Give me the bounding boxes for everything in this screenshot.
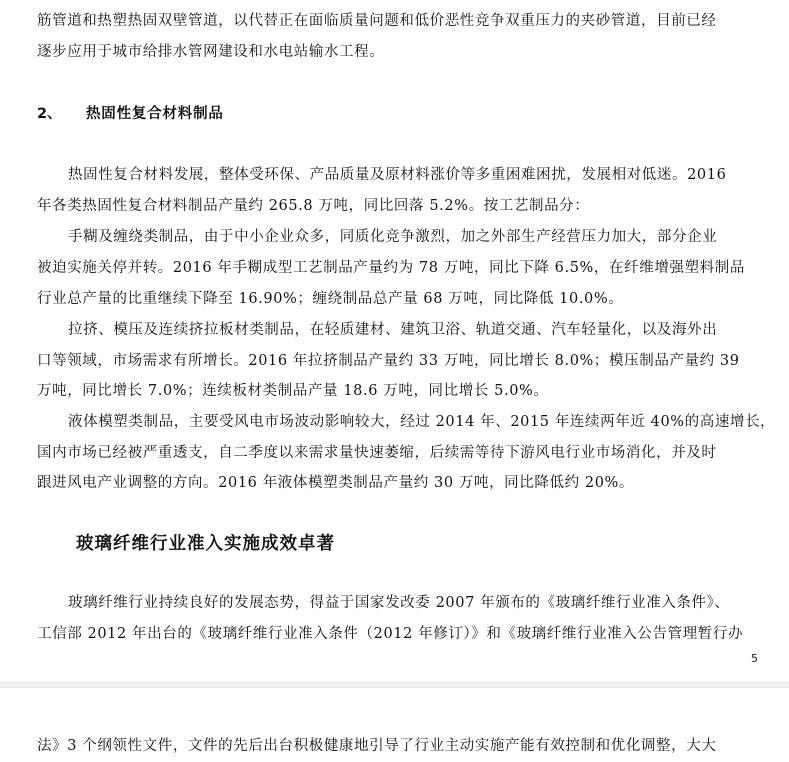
body-text-line: 行业总产量的比重继续下降至 16.90%；缠绕制品总产量 68 万吨，同比降低 10.0%。 bbox=[37, 291, 624, 307]
body-text-line: 液体模塑类制品，主要受风电市场波动影响较大，经过 2014 年、2015 年连续两年近 40%的高速增长， bbox=[68, 414, 776, 430]
body-text-line: 万吨，同比增长 7.0%；连续板材类制品产量 18.6 万吨，同比增长 5.0%。 bbox=[37, 383, 549, 399]
body-text-line: 法》3 个纲领性文件，文件的先后出台积极健康地引导了行业主动实施产能有效控制和优化调整，大大 bbox=[37, 738, 717, 754]
body-text-line: 国内市场已经被严重透支，自二季度以来需求量快速萎缩，后续需等待下游风电行业市场消化，并及时 bbox=[37, 445, 717, 461]
subheading-title: 热固性复合材料制品 bbox=[86, 106, 224, 122]
body-text-line: 手糊及缠绕类制品，由于中小企业众多，同质化竞争激烈，加之外部生产经营压力加大，部分企业 bbox=[68, 229, 718, 245]
body-text-line: 筋管道和热塑热固双壁管道，以代替正在面临质量问题和低价恶性竞争双重压力的夹砂管道，目前已经 bbox=[37, 13, 717, 29]
body-text-line: 口等领域，市场需求有所增长。2016 年拉挤制品产量约 33 万吨，同比增长 8.0%；模压制品产量约 39 bbox=[37, 353, 740, 369]
body-text-line: 工信部 2012 年出台的《玻璃纤维行业准入条件（2012 年修订）》和《玻璃纤维行业准入公告管理暂行办 bbox=[37, 626, 744, 642]
subheading-number: 2、 bbox=[37, 106, 62, 122]
body-text-line: 跟进风电产业调整的方向。2016 年液体模塑类制品产量约 30 万吨，同比降低约 20%。 bbox=[37, 475, 635, 491]
body-text-line: 拉挤、模压及连续挤拉板材类制品，在轻质建材、建筑卫浴、轨道交通、汽车轻量化，以及海外出 bbox=[68, 322, 718, 338]
document-page-6 bbox=[0, 688, 789, 762]
body-text-line: 年各类热固性复合材料制品产量约 265.8 万吨，同比回落 5.2%。按工艺制品分： bbox=[37, 198, 590, 214]
section-title: 玻璃纤维行业准入实施成效卓著 bbox=[76, 534, 335, 554]
page-number: 5 bbox=[751, 652, 758, 665]
body-text-line: 热固性复合材料发展，整体受环保、产品质量及原材料涨价等多重困难困扰，发展相对低迷。2016 bbox=[68, 167, 727, 183]
body-text-line: 玻璃纤维行业持续良好的发展态势，得益于国家发改委 2007 年颁布的《玻璃纤维行业准入条件》、 bbox=[68, 595, 730, 611]
body-text-line: 被迫实施关停并转。2016 年手糊成型工艺制品产量约为 78 万吨，同比下降 6.5%，在纤维增强塑料制品 bbox=[37, 260, 745, 276]
body-text-line: 逐步应用于城市给排水管网建设和水电站输水工程。 bbox=[37, 44, 385, 60]
